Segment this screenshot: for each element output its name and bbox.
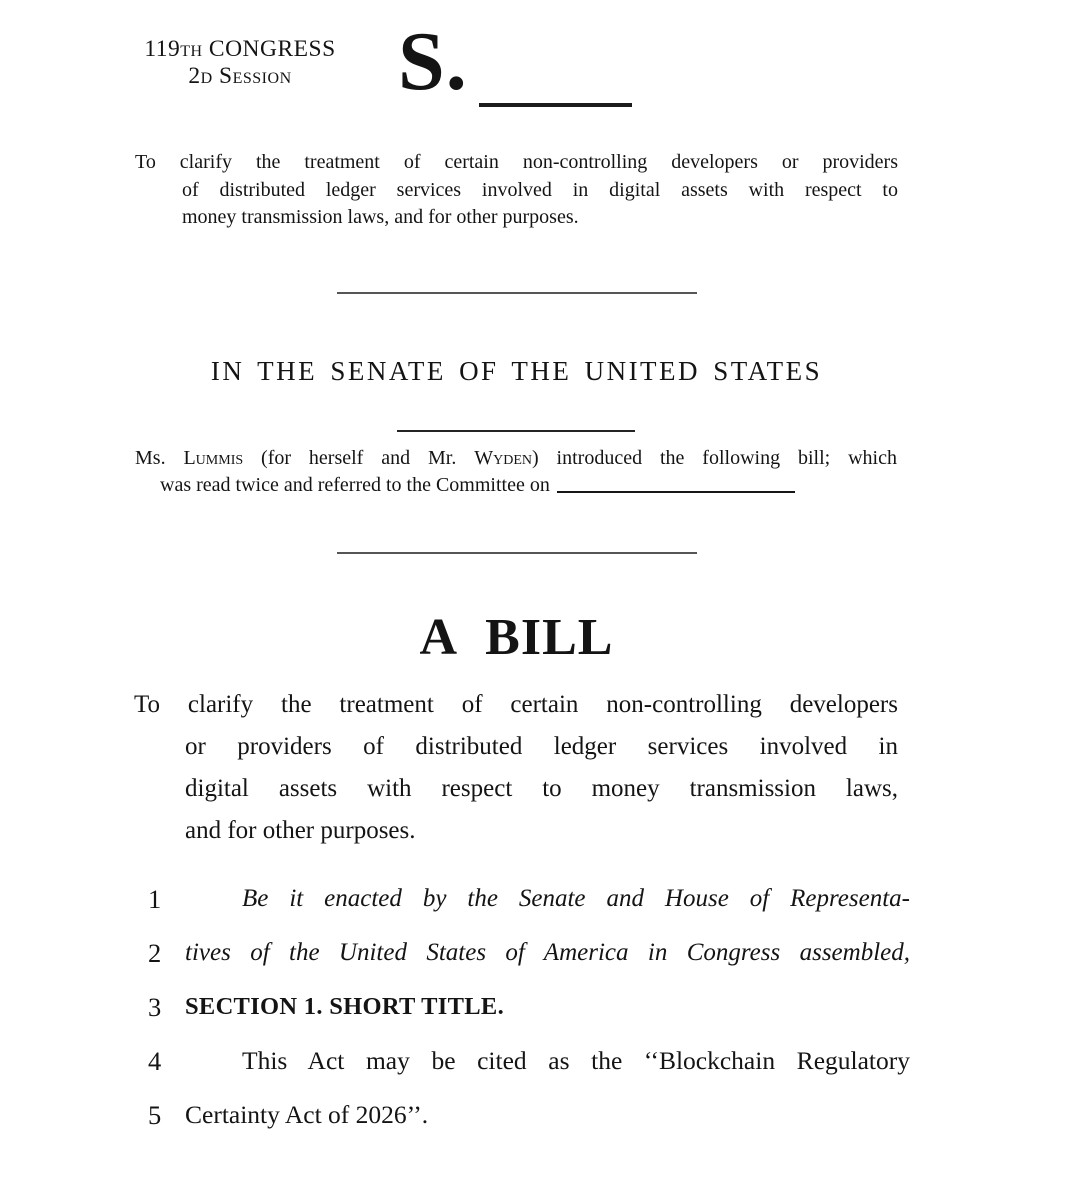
sponsor-prefix: Ms.: [135, 447, 184, 469]
bill-number-prefix: S.: [398, 15, 468, 108]
line-number: 4: [148, 1046, 162, 1076]
congress-word: CONGRESS: [202, 36, 336, 62]
line-number: 2: [148, 938, 162, 968]
session-number: 2: [188, 63, 201, 89]
official-title-line: of distributed ledger services involved in digital assets with respect to: [182, 178, 898, 201]
official-title-line: money transmission laws, and for other purposes.: [182, 206, 579, 228]
line-number: 3: [148, 992, 162, 1022]
session-ordinal-suffix: d: [200, 63, 213, 89]
action-clause: [135, 445, 897, 499]
short-title-part2: Certainty Act of 2026’’.: [185, 1100, 429, 1129]
sponsor-post: ) introduced the following bill; which: [532, 447, 897, 469]
session-word: Session: [212, 63, 292, 89]
enacting-clause-part1: Be it enacted by the Senate and House of Representa-: [242, 885, 910, 912]
bill-number-blank-line: [479, 103, 632, 107]
preamble-line: digital assets with respect to money transmission laws,: [185, 775, 898, 802]
action-clause-line1: [135, 445, 897, 472]
divider-rule-top: [337, 292, 697, 294]
action-clause-line2: [135, 472, 897, 499]
divider-rule-bill: [337, 552, 697, 554]
congress-number: 119: [144, 36, 181, 62]
committee-referral-text: was read twice and referred to the Committee on: [160, 474, 550, 496]
body-line: [148, 980, 910, 1034]
official-title-line: To clarify the treatment of certain non-controlling developers or providers: [135, 151, 898, 173]
body-line: [148, 872, 910, 926]
bill-type-heading: A BILL: [419, 609, 614, 666]
official-title: [135, 149, 898, 232]
bill-body: [148, 872, 910, 1142]
preamble-line: To clarify the treatment of certain non-controlling developers: [134, 691, 898, 718]
committee-blank-line: [557, 491, 795, 493]
body-line: [148, 1034, 910, 1088]
congress-line: [133, 36, 347, 63]
line-number: 5: [148, 1100, 162, 1130]
divider-rule-chamber: [397, 430, 635, 432]
body-line: [148, 926, 910, 980]
session-line: [133, 63, 347, 90]
sponsor-name: Lummis: [183, 447, 244, 469]
preamble: [134, 684, 898, 852]
cosponsor-name: Wyden: [474, 447, 532, 469]
chamber-heading: IN THE SENATE OF THE UNITED STATES: [210, 356, 823, 386]
sponsor-middle: (for herself and Mr.: [243, 447, 475, 469]
body-line: [148, 1088, 910, 1142]
enacting-clause-part2: tives of the United States of America in Congress assembled,: [185, 939, 910, 966]
line-number: 1: [148, 884, 162, 914]
preamble-line: or providers of distributed ledger services involved in: [185, 733, 898, 760]
congress-ordinal-suffix: th: [180, 36, 203, 62]
congress-session-header: [133, 36, 347, 90]
short-title-part1: This Act may be cited as the ‘‘Blockchain Regulatory: [242, 1046, 910, 1075]
preamble-line: and for other purposes.: [185, 817, 416, 844]
section-heading: SECTION 1. SHORT TITLE.: [185, 993, 504, 1020]
